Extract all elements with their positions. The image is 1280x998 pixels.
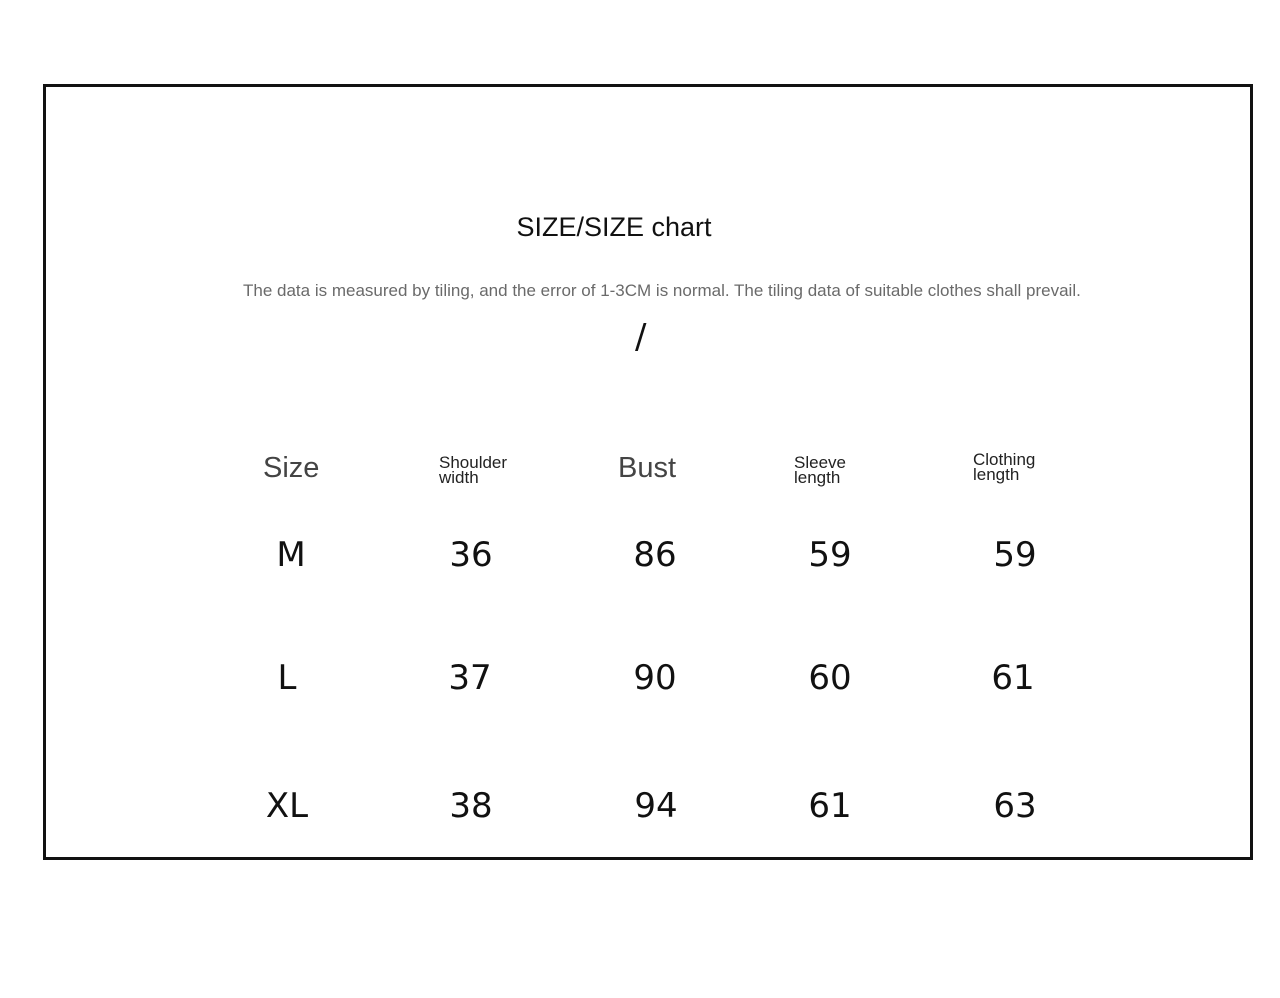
- header-bust: Bust: [618, 452, 677, 484]
- header-sleeve-length: Sleeve length: [794, 453, 846, 487]
- table-cell: L: [277, 658, 297, 698]
- separator-slash: /: [635, 317, 647, 357]
- table-cell: 38: [449, 786, 493, 826]
- header-clothing-length: Clothing length: [973, 450, 1036, 484]
- table-cell: 61: [808, 786, 852, 826]
- table-cell: 61: [991, 658, 1035, 698]
- table-cell: 60: [808, 658, 852, 698]
- header-size: Size: [263, 452, 320, 484]
- table-cell: 63: [993, 786, 1037, 826]
- table-cell: 37: [448, 658, 492, 698]
- chart-title: SIZE/SIZE chart: [516, 212, 712, 242]
- table-cell: 94: [634, 786, 678, 826]
- table-cell: XL: [265, 786, 309, 826]
- table-cell: 59: [808, 535, 852, 575]
- table-cell: 90: [633, 658, 677, 698]
- header-shoulder-width: Shoulder width: [439, 453, 508, 487]
- measurement-note: The data is measured by tiling, and the error of 1-3CM is normal. The tiling data of suitable clothes shall prevail.: [243, 281, 1081, 300]
- table-cell: M: [276, 535, 306, 575]
- table-cell: 36: [449, 535, 493, 575]
- table-cell: 59: [993, 535, 1037, 575]
- table-cell: 86: [633, 535, 677, 575]
